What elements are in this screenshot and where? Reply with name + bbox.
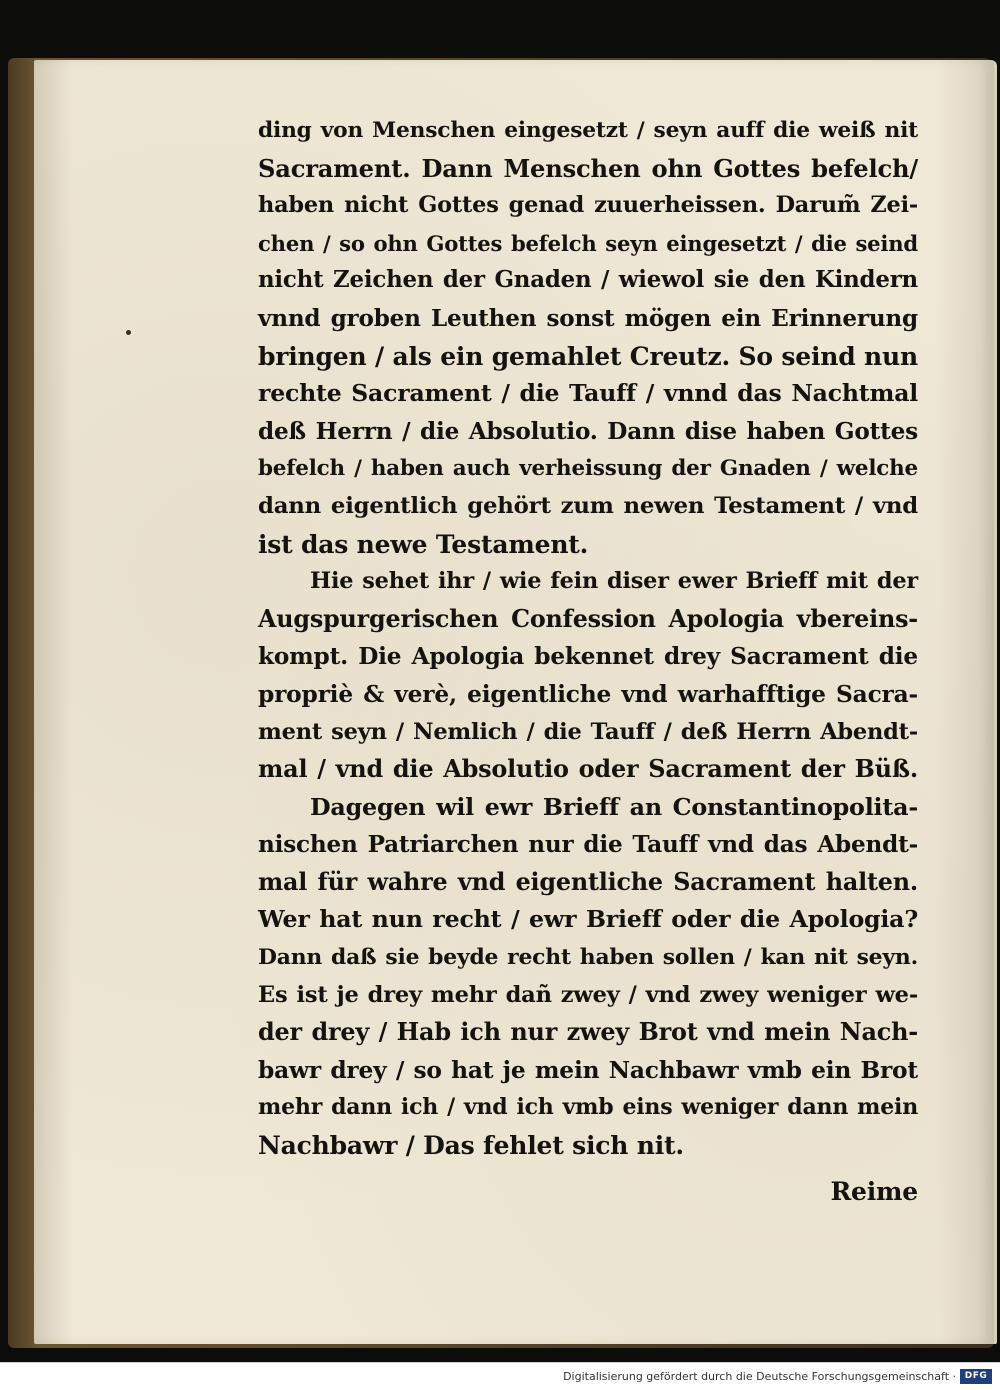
text-line: kompt. Die Apologia bekennet drey Sacrament die — [258, 643, 918, 671]
paragraph-start-line: Hie sehet ihr / wie fein diser ewer Brieff mit der — [310, 568, 918, 595]
text-line: mal / vnd die Absolutio oder Sacrament der Büß. — [258, 755, 918, 784]
text-line: Augspurgerischen Confession Apologia vbereins- — [258, 604, 918, 633]
text-line: rechte Sacrament / die Tauff / vnnd das Nachtmal — [258, 379, 918, 408]
text-line: der drey / Hab ich nur zwey Brot vnd mein Nach- — [258, 1018, 918, 1047]
text-line: vnnd groben Leuthen sonst mögen ein Erinnerung — [258, 304, 918, 332]
text-line: mehr dann ich / vnd ich vmb eins weniger dann mein — [258, 1094, 918, 1121]
text-line: Dann daß sie beyde recht haben sollen / kan nit seyn. — [258, 944, 918, 971]
page-text — [258, 112, 918, 1210]
text-line: haben nicht Gottes genad zuuerheissen. Darum̃ Zei- — [258, 192, 918, 219]
catchword: Reime — [830, 1176, 918, 1206]
text-line: deß Herrn / die Absolutio. Dann dise haben Gottes — [258, 417, 918, 445]
text-line: dann eigentlich gehört zum newen Testament / vnd — [258, 492, 918, 519]
footer-credit: Digitalisierung gefördert durch die Deutsche Forschungsgemeinschaft · — [563, 1370, 956, 1383]
text-line: ding von Menschen eingesetzt / seyn auff die weiß nit — [258, 118, 918, 143]
text-line: ist das newe Testament. — [258, 529, 589, 559]
text-line: Wer hat nun recht / ewr Brieff oder die Apologia? — [258, 905, 918, 934]
text-line: bawr drey / so hat je mein Nachbawr vmb ein Brot — [258, 1055, 918, 1084]
paragraph-start-line: Dagegen wil ewr Brieff an Constantinopolita- — [310, 792, 918, 821]
digitization-footer — [0, 1362, 1000, 1390]
text-line: nischen Patriarchen nur die Tauff vnd das Abendt- — [258, 831, 918, 859]
text-line: Nachbawr / Das fehlet sich nit. — [258, 1131, 684, 1161]
text-line: bringen / als ein gemahlet Creutz. So seind nun — [258, 341, 918, 371]
text-line: propriè & verè, eigentliche vnd warhafftige Sacra- — [258, 680, 918, 708]
text-line: befelch / haben auch verheissung der Gnaden / welche — [258, 456, 918, 482]
paper-speck — [126, 330, 131, 335]
text-line: mal für wahre vnd eigentliche Sacrament halten. — [258, 867, 918, 896]
text-line: Es ist je drey mehr dañ zwey / vnd zwey weniger we- — [258, 981, 918, 1008]
text-line: nicht Zeichen der Gnaden / wiewol sie den Kindern — [258, 267, 918, 294]
text-line: chen / so ohn Gottes befelch seyn eingesetzt / die seind — [258, 230, 918, 256]
dfg-logo-icon: DFG — [960, 1369, 992, 1384]
text-line: ment seyn / Nemlich / die Tauff / deß Herrn Abendt- — [258, 718, 918, 745]
text-line: Sacrament. Dann Menschen ohn Gottes befelch/ — [258, 153, 918, 183]
